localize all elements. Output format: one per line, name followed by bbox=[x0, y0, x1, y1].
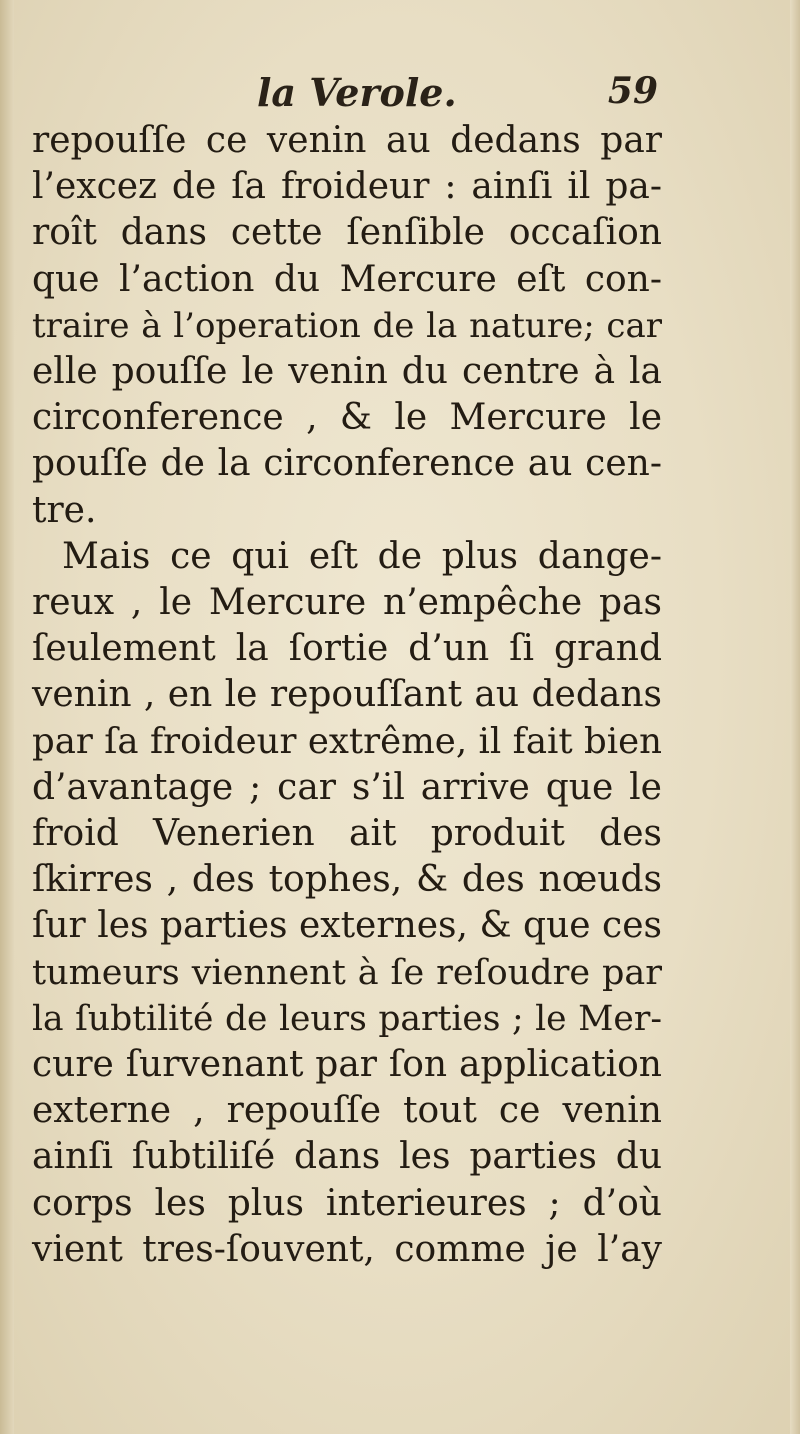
text-line: cure ſurvenant par ſon application bbox=[32, 1044, 662, 1086]
text-line: ainſi ſubtiliſé dans les parties du bbox=[32, 1136, 662, 1178]
text-line: elle pouſſe le venin du centre à la bbox=[32, 351, 662, 393]
text-line: roît dans cette ſenſible occaſion bbox=[32, 212, 662, 254]
text-line: traire à l’operation de la nature; car bbox=[32, 305, 662, 346]
page-gutter-shadow bbox=[0, 0, 14, 1434]
text-line: pouſſe de la circonference au cen- bbox=[32, 443, 662, 485]
text-line: tre. bbox=[32, 489, 97, 531]
body-text bbox=[32, 118, 662, 1273]
paragraph-2 bbox=[32, 534, 662, 1273]
text-line: repouſſe ce venin au dedans par bbox=[32, 120, 662, 161]
text-line: externe , repouſſe tout ce venin bbox=[32, 1090, 662, 1132]
text-line: d’avantage ; car s’il arrive que le bbox=[32, 766, 662, 808]
page-header bbox=[32, 66, 662, 116]
text-line: ſur les parties externes, & que ces bbox=[32, 905, 662, 947]
paragraph-1 bbox=[32, 118, 662, 534]
text-line: ſeulement la ſortie d’un ſi grand bbox=[32, 628, 662, 670]
text-line: froid Venerien ait produit des bbox=[32, 813, 662, 855]
text-line: venin , en le repouſſant au dedans bbox=[32, 674, 662, 716]
text-line: corps les plus interieures ; d’où bbox=[32, 1182, 662, 1224]
text-line: reux , le Mercure n’empêche pas bbox=[32, 582, 662, 624]
text-line: que l’action du Mercure eſt con- bbox=[32, 258, 662, 300]
text-line: circonference , & le Mercure le bbox=[32, 397, 662, 439]
text-line: Mais ce qui eſt de plus dange- bbox=[62, 535, 662, 577]
text-line: par ſa froideur extrême, il fait bien bbox=[32, 720, 662, 762]
text-line: ſkirres , des tophes, & des nœuds bbox=[32, 859, 662, 901]
page-edge-shadow bbox=[790, 0, 800, 1434]
text-line: l’excez de ſa froideur : ainſi il pa- bbox=[32, 166, 662, 208]
text-line: la ſubtilité de leurs parties ; le Mer- bbox=[32, 998, 662, 1039]
text-line: tumeurs viennent à ſe reſoudre par bbox=[32, 952, 662, 993]
page-number: 59 bbox=[607, 70, 658, 112]
text-line: vient tres-ſouvent, comme je l’ay bbox=[32, 1228, 662, 1270]
running-title: la Verole. bbox=[257, 70, 457, 115]
